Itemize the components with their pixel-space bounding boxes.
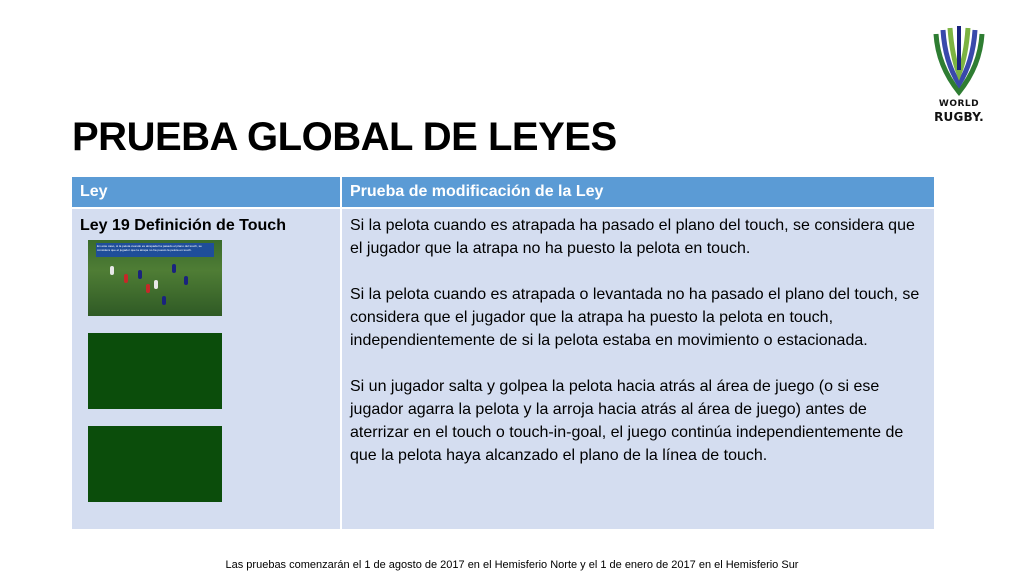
player-figure: [162, 296, 166, 305]
footer-note: Las pruebas comenzarán el 1 de agosto de 2017 en el Hemisferio Norte y el 1 de enero de 2017 en el Hemisferio Sur: [225, 559, 799, 571]
world-rugby-logo: [926, 26, 992, 126]
header-prueba: Prueba de modificación de la Ley: [341, 177, 934, 208]
player-figure: [172, 264, 176, 273]
player-figure: [124, 274, 128, 283]
video-thumbnail-2[interactable]: [88, 333, 222, 409]
logo-text-world: WORLD: [938, 99, 980, 109]
trial-description-cell: [341, 208, 934, 529]
player-figure: [110, 266, 114, 275]
table-row: [72, 208, 934, 529]
table-header-row: [72, 177, 934, 208]
player-figure: [138, 270, 142, 279]
header-ley: Ley: [72, 177, 341, 208]
page-title: PRUEBA GLOBAL DE LEYES: [72, 115, 617, 159]
law-cell: [72, 208, 341, 529]
rugby-posts-icon: [930, 26, 988, 98]
thumbnail-caption: En este caso, si la pelota cuando es atrapada ha pasado el plano del touch, se considera que el jugador que la atrapa no ha puesto la pelota en touch.: [96, 243, 214, 257]
video-thumbnail[interactable]: [88, 240, 222, 316]
paragraph-3: Si un jugador salta y golpea la pelota hacia atrás al área de juego (o si ese jugador agarra la pelota y la arroja hacia atrás al área de juego) antes de aterrizar en el touch o touch-in-goal, el juego continúa independientemente de que la pelota haya alcanzado el plano de la línea de touch.: [350, 378, 904, 464]
law-trial-table: [72, 177, 934, 529]
video-thumbnail-3[interactable]: [88, 426, 222, 502]
player-figure: [154, 280, 158, 289]
player-figure: [146, 284, 150, 293]
player-figure: [184, 276, 188, 285]
paragraph-1: Si la pelota cuando es atrapada ha pasado el plano del touch, se considera que el jugador que la atrapa no ha puesto la pelota en touch.: [350, 217, 915, 257]
law-name: Ley 19 Definición de Touch: [80, 217, 286, 234]
paragraph-2: Si la pelota cuando es atrapada o levantada no ha pasado el plano del touch, se considera que el jugador que la atrapa ha puesto la pelota en touch, independientemente de si la pelota estaba en movimiento o estacionada.: [350, 286, 920, 349]
logo-text-rugby: RUGBY.: [934, 110, 984, 124]
